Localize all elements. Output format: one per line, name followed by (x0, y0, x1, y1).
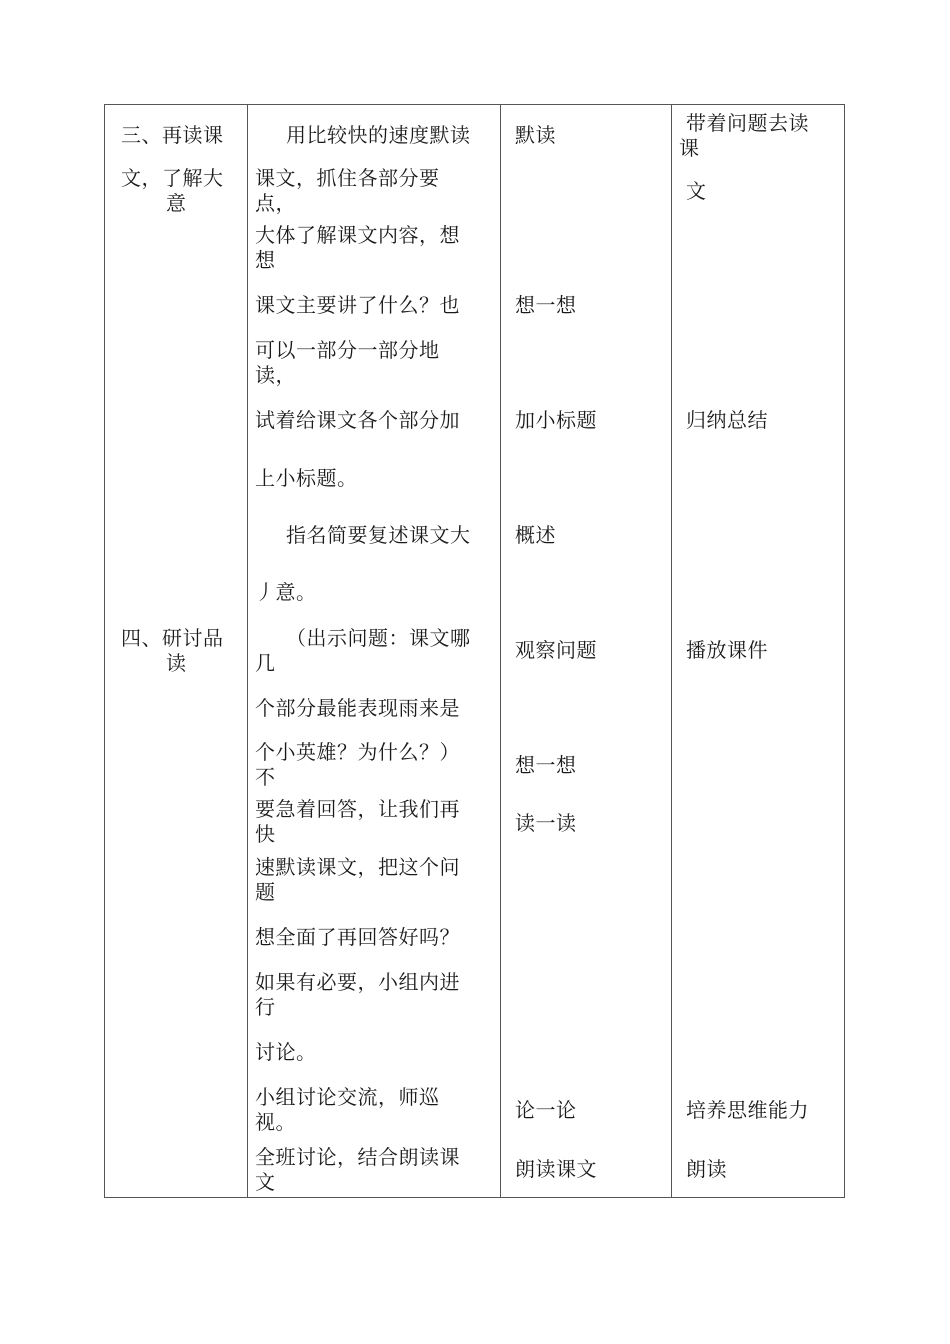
stage-label: 文，了解大 (121, 166, 224, 190)
teacher-text: 个小英雄？为什么？） (255, 740, 460, 764)
student-activity: 加小标题 (515, 408, 597, 432)
teacher-text: 快 (255, 822, 276, 846)
teacher-text: 行 (255, 995, 276, 1019)
teacher-text: 小组讨论交流，师巡 (255, 1085, 440, 1109)
student-activity: 概述 (515, 523, 556, 547)
column-divider (500, 104, 501, 1198)
student-activity: 想一想 (515, 293, 577, 317)
teacher-text: 课文，抓住各部分要 (255, 166, 440, 190)
column-divider (671, 104, 672, 1198)
teacher-text: 速默读课文，把这个问 (255, 855, 460, 879)
teacher-text: 读， (255, 363, 296, 387)
teacher-text: 想全面了再回答好吗？ (255, 925, 460, 949)
teacher-text: 讨论。 (255, 1040, 317, 1064)
design-note: 带着问题去读 (686, 111, 809, 135)
column-divider (247, 104, 248, 1198)
teacher-text: 如果有必要，小组内进 (255, 970, 460, 994)
teacher-text: 不 (255, 765, 276, 789)
teacher-text: （出示问题：课文哪 (286, 626, 471, 650)
teacher-text: 个部分最能表现雨来是 (255, 696, 460, 720)
design-note: 文 (686, 179, 707, 203)
teacher-text: 上小标题。 (255, 466, 358, 490)
teacher-text: 全班讨论，结合朗读课 (255, 1145, 460, 1169)
teacher-text: 几 (255, 651, 276, 675)
teacher-text: 大体了解课文内容，想 (255, 223, 460, 247)
teacher-text: 视。 (255, 1110, 296, 1134)
student-activity: 朗读课文 (515, 1157, 597, 1181)
design-note: 归纳总结 (686, 408, 768, 432)
student-activity: 观察问题 (515, 638, 597, 662)
design-note: 课 (679, 136, 700, 160)
student-activity: 默读 (515, 123, 556, 147)
design-note: 朗读 (686, 1157, 727, 1181)
teacher-text: 指名简要复述课文大 (286, 523, 471, 547)
teacher-text: 文 (255, 1170, 276, 1194)
stage-label: 三、再读课 (121, 123, 224, 147)
stage-label: 读 (166, 651, 187, 675)
teacher-text: 课文主要讲了什么？也 (255, 293, 460, 317)
teacher-text: 丿意。 (255, 580, 317, 604)
teacher-text: 试着给课文各个部分加 (255, 408, 460, 432)
design-note: 播放课件 (686, 638, 768, 662)
stage-label: 意 (166, 191, 187, 215)
teacher-text: 题 (255, 880, 276, 904)
stage-label: 四、研讨品 (121, 626, 224, 650)
student-activity: 读一读 (515, 811, 577, 835)
teacher-text: 要急着回答，让我们再 (255, 797, 460, 821)
teacher-text: 可以一部分一部分地 (255, 338, 440, 362)
student-activity: 想一想 (515, 753, 577, 777)
teacher-text: 想 (255, 248, 276, 272)
student-activity: 论一论 (515, 1098, 577, 1122)
teacher-text: 用比较快的速度默读 (286, 123, 471, 147)
design-note: 培养思维能力 (686, 1098, 809, 1122)
teacher-text: 点， (255, 191, 296, 215)
